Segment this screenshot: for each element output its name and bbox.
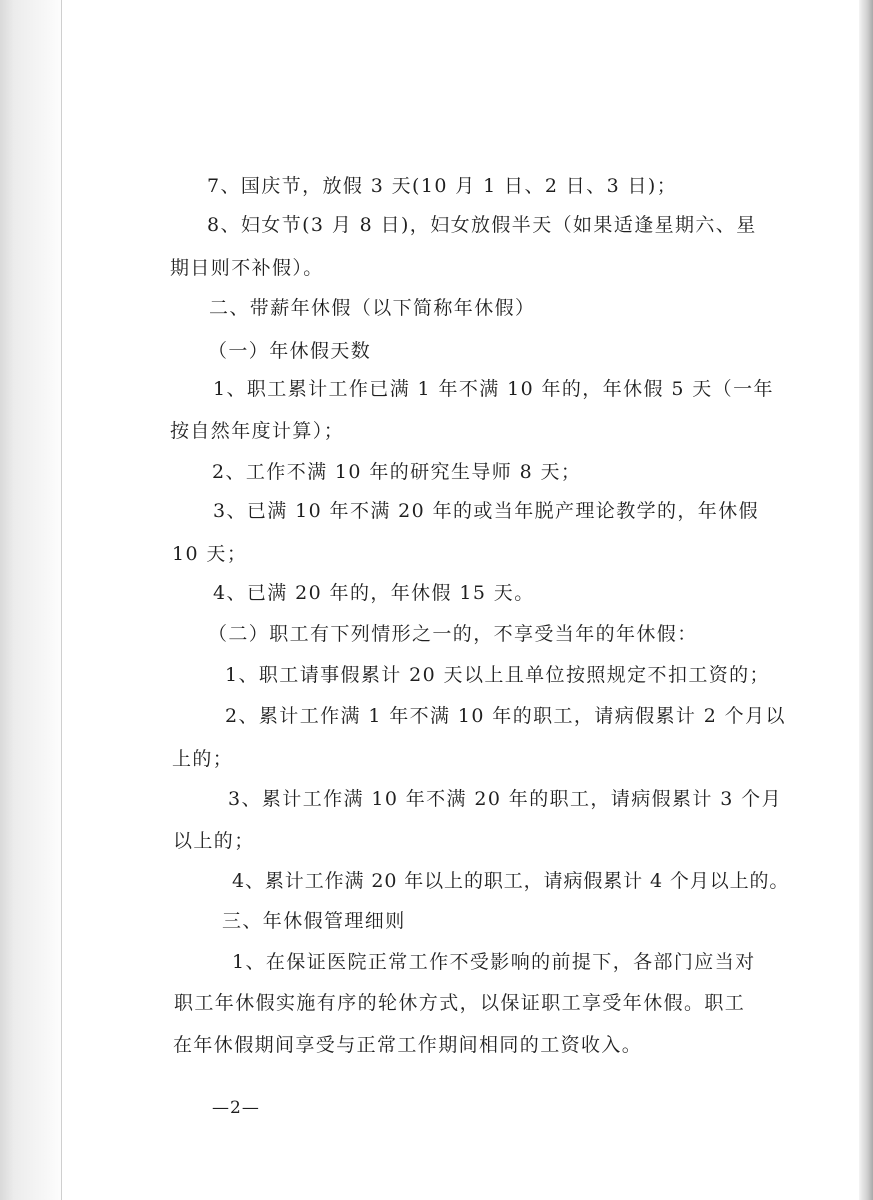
subsection-heading: （二）职工有下列情形之一的，不享受当年的年休假： [208,623,698,645]
text-line: 3、已满 10 年不满 20 年的或当年脱产理论教学的，年休假 [213,500,760,522]
text-line: 上的； [172,748,234,770]
text-line: 以上的； [173,830,255,852]
section-heading: 二、带薪年休假（以下简称年休假） [209,297,536,319]
text-line: 按自然年度计算）； [170,420,345,442]
text-line: 期日则不补假）。 [170,257,324,279]
document-page [62,0,859,1200]
page-number: —2— [212,1098,260,1118]
text-line: 职工年休假实施有序的轮休方式，以保证职工享受年休假。职工 [174,992,746,1014]
page-left-shadow [0,0,62,1200]
text-line: 3、累计工作满 10 年不满 20 年的职工，请病假累计 3 个月 [228,788,782,810]
text-line: 2、工作不满 10 年的研究生导师 8 天； [212,461,582,483]
text-line: 1、职工累计工作已满 1 年不满 10 年的，年休假 5 天（一年 [213,378,774,400]
text-line: 10 天； [172,543,248,565]
section-heading: 三、年休假管理细则 [222,910,406,932]
text-line: 1、在保证医院正常工作不受影响的前提下，各部门应当对 [232,951,756,973]
text-line: 2、累计工作满 1 年不满 10 年的职工，请病假累计 2 个月以 [225,705,786,727]
text-line: 4、已满 20 年的，年休假 15 天。 [213,582,535,604]
text-line: 7、国庆节，放假 3 天(10 月 1 日、2 日、3 日)； [207,175,678,197]
text-line: 1、职工请事假累计 20 天以上且单位按照规定不扣工资的； [225,664,770,686]
subsection-heading: （一）年休假天数 [208,340,372,362]
text-line: 8、妇女节(3 月 8 日)，妇女放假半天（如果适逢星期六、星 [207,214,757,236]
text-line: 在年休假期间享受与正常工作期间相同的工资收入。 [173,1034,643,1056]
text-line: 4、累计工作满 20 年以上的职工，请病假累计 4 个月以上的。 [232,870,790,892]
page-right-shadow [859,0,873,1200]
